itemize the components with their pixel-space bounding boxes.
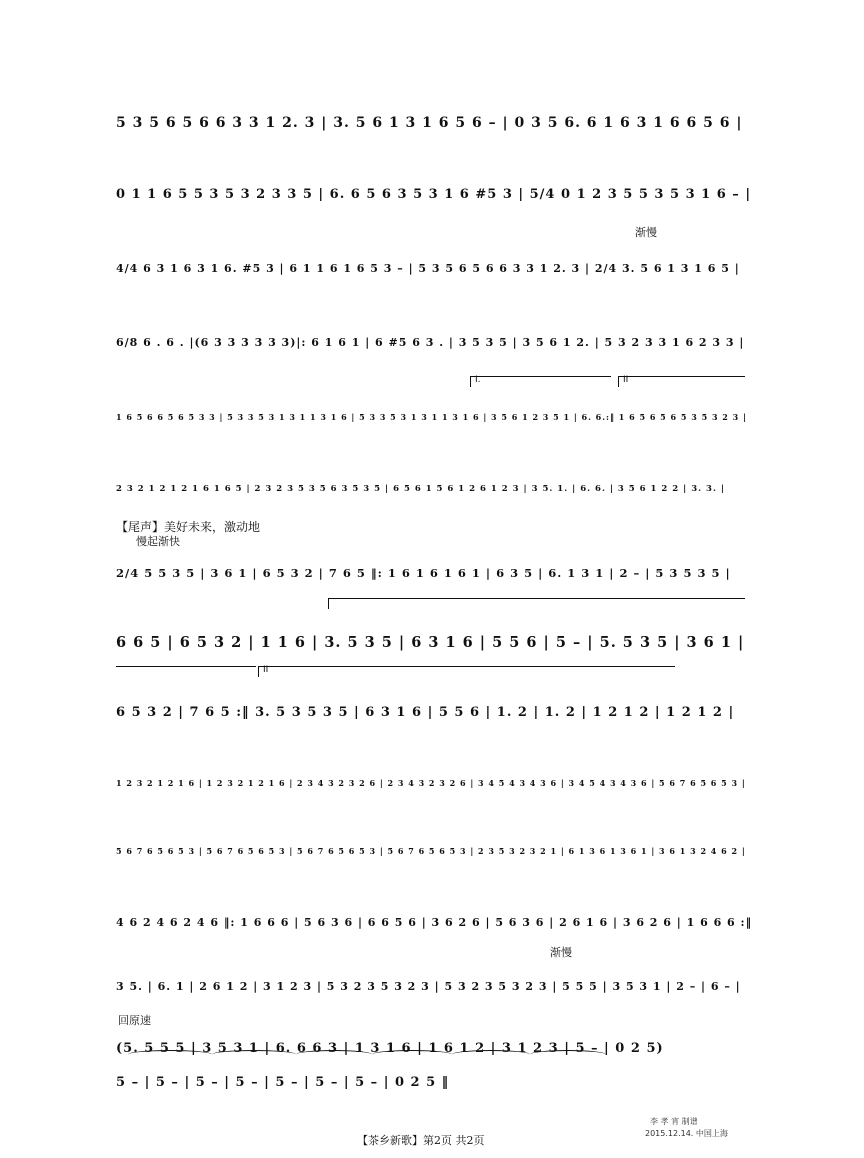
tempo-marking-accelerando: 慢起渐快 xyxy=(136,535,180,548)
tempo-marking-a-tempo: 回原速 xyxy=(118,1014,151,1027)
staff-line-6 xyxy=(116,464,752,498)
notation-line-13: 3 5. | 6. 1 | 2 6 1 2 | 3 1 2 3 | 5 3 2 3 5 3 2 3 | 5 3 2 3 5 3 2 3 | 5 5 5 | 3 5 3 1 | 2 – | 6 – | xyxy=(116,980,741,993)
notation-line-15: 5 – | 5 – | 5 – | 5 – | 5 – | 5 – | 5 – | 0 2 5 ‖ xyxy=(116,1075,450,1090)
staff-line-13 xyxy=(116,962,752,996)
staff-line-2 xyxy=(116,170,752,204)
staff-line-8 xyxy=(116,618,752,652)
repeat-bracket-upper xyxy=(328,598,745,609)
staff-line-4 xyxy=(116,318,752,352)
notation-line-14: (5. 5 5 5 | 3 5 3 1 | 6. 6 6 3 | 1 3 1 6 | 1 6 1 2 | 3 1 2 3 | 5 – | 0 2 5) xyxy=(116,1041,664,1056)
notation-line-11: 5 6 7 6 5 6 5 3 | 5 6 7 6 5 6 5 3 | 5 6 7 6 5 6 5 3 | 5 6 7 6 5 6 5 3 | 2 3 5 3 2 3 2 1 | 6 1 3 6 1 3 6 1 | 3 6 1 3 2 4 6 2 | xyxy=(116,846,746,856)
repeat-bracket-continued xyxy=(116,666,256,677)
notation-line-3: 4/4 6 3 1 6 3 1 6. #5 3 | 6 1 1 6 1 6 5 3 – | 5 3 5 6 5 6 6 3 3 1 2. 3 | 2/4 3. 5 6 1 3 1 6 5 | xyxy=(116,262,740,275)
staff-line-15 xyxy=(116,1058,752,1092)
credit-date: 2015.12.14. 中国上海 xyxy=(645,1129,728,1138)
notation-line-9: 6 5 3 2 | 7 6 5 :‖ 3. 5 3 5 3 5 | 6 3 1 6 | 5 5 6 | 1. 2 | 1. 2 | 1 2 1 2 | 1 2 1 2 | xyxy=(116,705,735,720)
notation-line-4: 6/8 6 . 6 . |(6 3 3 3 3 3 3)|: 6 1 6 1 | 6 #5 6 3 . | 3 5 3 5 | 3 5 6 1 2. | 5 3 2 3 3 1 6 2 3 3 | xyxy=(116,336,745,349)
volta-bracket-3: II xyxy=(258,666,675,677)
page-footer: 【茶乡新歌】第2页 共2页 xyxy=(357,1134,485,1147)
notation-line-8: 6 6 5 | 6 5 3 2 | 1 1 6 | 3. 5 3 5 | 6 3 1 6 | 5 5 6 | 5 – | 5. 5 3 5 | 3 6 1 | xyxy=(116,634,745,651)
notation-line-7: 2/4 5 5 3 5 | 3 6 1 | 6 5 3 2 | 7 6 5 ‖: 1 6 1 6 1 6 1 | 6 3 5 | 6. 1 3 1 | 2 – | 5 3 5 3 5 | xyxy=(116,566,731,580)
section-label-coda: 【尾声】美好未来，激动地 xyxy=(116,520,261,534)
staff-line-11 xyxy=(116,826,752,860)
staff-line-12 xyxy=(116,898,752,932)
credit-name: 李 孝 宵 制谱 xyxy=(650,1117,698,1126)
staff-line-1 xyxy=(116,98,752,132)
volta-bracket-2: II xyxy=(618,376,745,387)
notation-line-6: 2 3 2 1 2 1 2 1 6 1 6 5 | 2 3 2 3 5 3 5 6 3 5 3 5 | 6 5 6 1 5 6 1 2 6 1 2 3 | 3 5. 1. | 6. 6. | 3 5 6 1 2 2 | 3. 3. | xyxy=(116,484,725,494)
volta-bracket-1: I. xyxy=(470,376,611,387)
notation-line-2: 0 1 1 6 5 5 3 5 3 2 3 3 5 | 6. 6 5 6 3 5 3 1 6 #5 3 | 5/4 0 1 2 3 5 5 3 5 3 1 6 – | xyxy=(116,187,752,202)
staff-line-10 xyxy=(116,758,752,792)
staff-line-3 xyxy=(116,244,752,278)
tempo-marking-jianman: 渐慢 xyxy=(635,226,657,239)
notation-line-10: 1 2 3 2 1 2 1 6 | 1 2 3 2 1 2 1 6 | 2 3 4 3 2 3 2 6 | 2 3 4 3 2 3 2 6 | 3 4 5 4 3 4 3 6 | 3 4 5 4 3 4 3 6 | 5 6 7 6 5 6 5 3 | xyxy=(116,778,746,788)
tempo-marking-jianman-2: 渐慢 xyxy=(550,946,572,959)
staff-line-7 xyxy=(116,548,752,582)
staff-line-9 xyxy=(116,688,752,722)
notation-line-12: 4 6 2 4 6 2 4 6 ‖: 1 6 6 6 | 5 6 3 6 | 6 6 5 6 | 3 6 2 6 | 5 6 3 6 | 2 6 1 6 | 3 6 2 6 | 1 6 6 6 :‖ xyxy=(116,916,753,929)
staff-line-5 xyxy=(116,392,752,426)
notation-line-5: 1 6 5 6 6 5 6 5 3 3 | 5 3 3 5 3 1 3 1 1 3 1 6 | 5 3 3 5 3 1 3 1 1 3 1 6 | 3 5 6 1 2 3 5 1 | 6. 6.:‖ 1 6 5 6 5 6 5 3 5 3 2 3 | xyxy=(116,412,747,422)
notation-line-1: 5 3 5 6 5 6 6 3 3 1 2. 3 | 3. 5 6 1 3 1 6 5 6 – | 0 3 5 6. 6 1 6 3 1 6 6 5 6 | xyxy=(116,115,743,131)
